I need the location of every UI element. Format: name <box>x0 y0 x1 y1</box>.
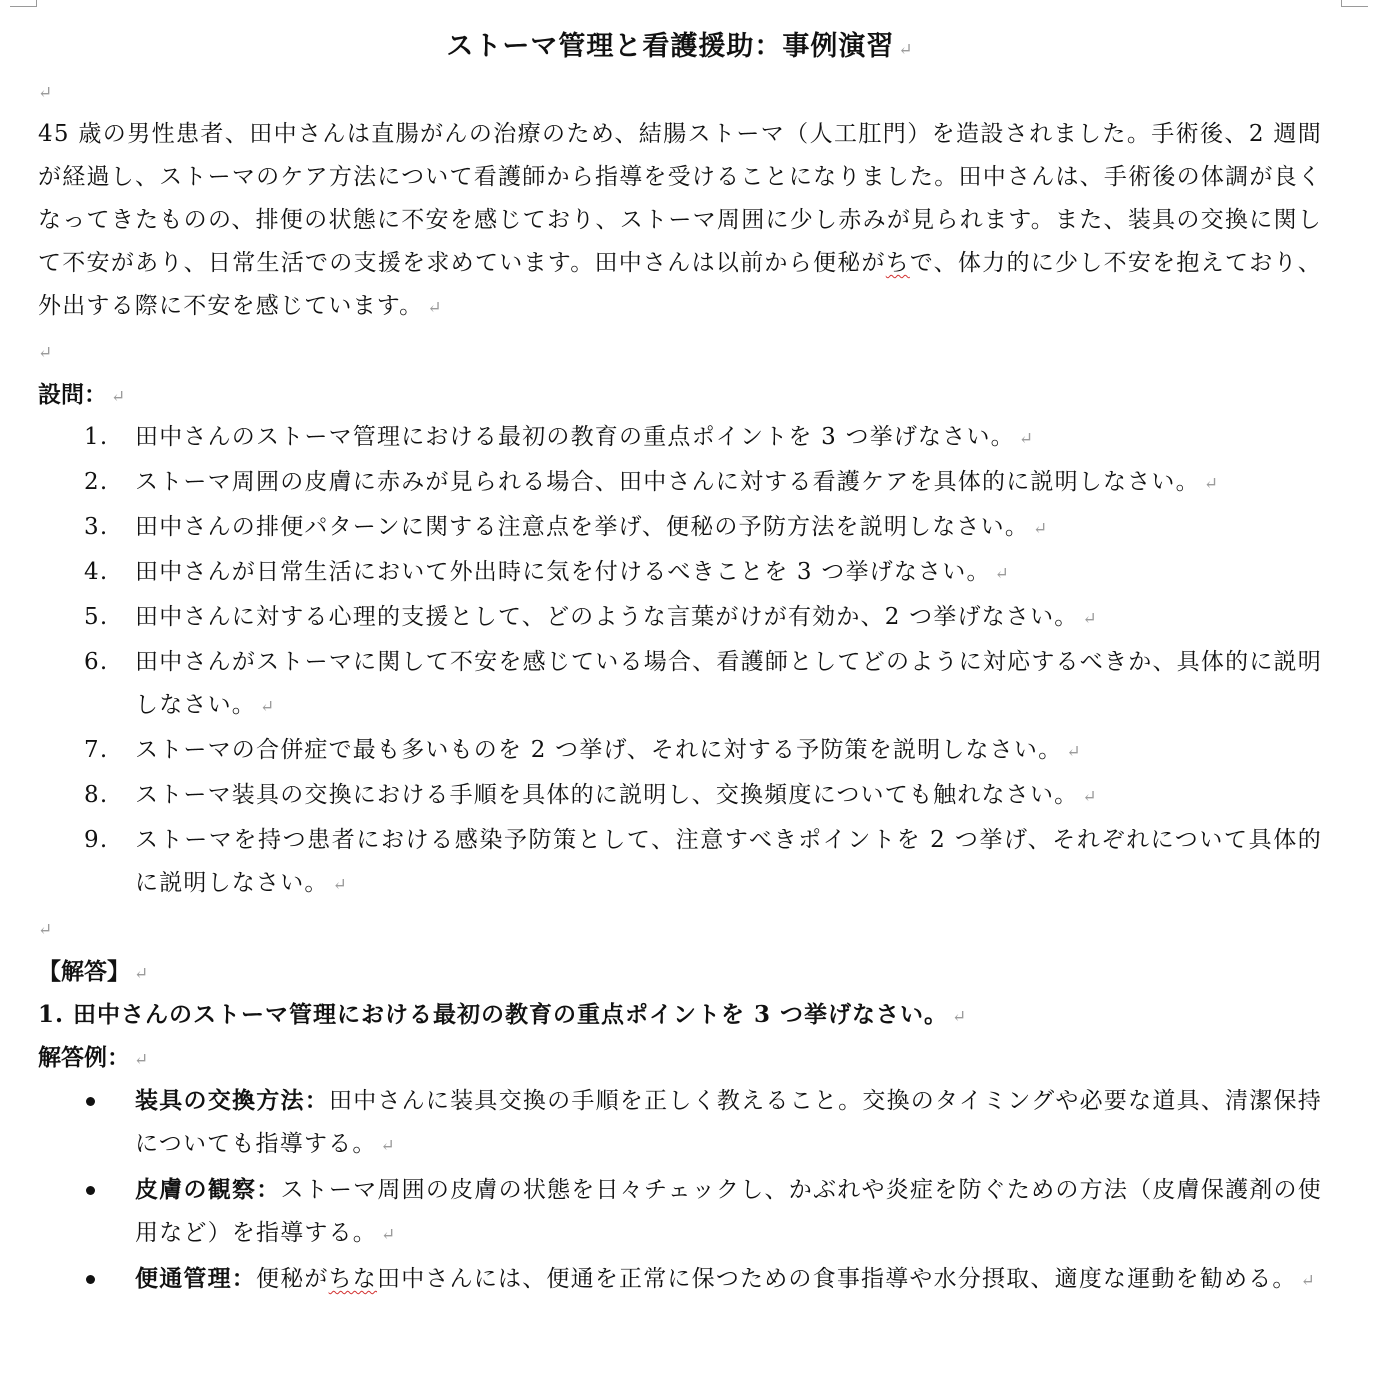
answer-label: 便通管理： <box>135 1265 256 1292</box>
bullet-icon <box>86 1186 95 1195</box>
spellcheck-flagged-text[interactable]: ちな <box>328 1266 378 1292</box>
paragraph-mark-icon: ↵ <box>1300 1271 1317 1291</box>
question-item: 1. 田中さんのストーマ管理における最初の教育の重点ポイントを 3 つ挙げなさい。 ↵ <box>38 416 1322 461</box>
question-item: 7. ストーマの合併症で最も多いものを 2 つ挙げ、それに対する予防策を説明しなさい。 ↵ <box>38 729 1322 774</box>
paragraph-mark-icon: ↵ <box>427 298 443 318</box>
question-item: 6. 田中さんがストーマに関して不安を感じている場合、看護師としてどのように対応するべきか、具体的に説明しなさい。 ↵ <box>38 641 1322 729</box>
question-item: 2. ストーマ周囲の皮膚に赤みが見られる場合、田中さんに対する看護ケアを具体的に説明しなさい。 ↵ <box>38 461 1322 506</box>
questions-list <box>38 416 1322 907</box>
paragraph-mark-icon: ↵ <box>1203 474 1220 494</box>
margin-corner-mark-right <box>1341 0 1368 7</box>
paragraph-mark-icon: ↵ <box>134 1050 149 1070</box>
question-number: 7. <box>84 737 109 763</box>
question-number: 2. <box>84 469 109 495</box>
answer-bullet-item: 便通管理：便秘がちな田中さんには、便通を正常に保つための食事指導や水分摂取、適度な運動を勧める。 ↵ <box>38 1257 1322 1303</box>
paragraph-mark-icon: ↵ <box>38 83 53 103</box>
question-number: 9. <box>84 827 109 853</box>
paragraph-mark-icon: ↵ <box>332 875 349 895</box>
paragraph-mark-icon: ↵ <box>994 564 1011 584</box>
paragraph-mark-icon: ↵ <box>1082 787 1098 807</box>
margin-corner-mark-left <box>10 0 37 7</box>
empty-paragraph <box>38 70 1322 113</box>
paragraph-mark-icon: ↵ <box>38 920 53 940</box>
question-item: 4. 田中さんが日常生活において外出時に気を付けるべきことを 3 つ挙げなさい。 ↵ <box>38 551 1322 596</box>
answer-heading: 【解答】 ↵ <box>38 958 149 985</box>
paragraph-mark-icon: ↵ <box>1082 609 1098 629</box>
answer-question-heading: 1. 田中さんのストーマ管理における最初の教育の重点ポイントを 3 つ挙げなさい。 ↵ <box>38 1001 968 1028</box>
paragraph-mark-icon: ↵ <box>952 1007 968 1027</box>
paragraph-mark-icon: ↵ <box>111 387 126 407</box>
paragraph-mark-icon: ↵ <box>134 964 149 984</box>
question-number: 8. <box>84 782 109 808</box>
answer-bullet-item: 装具の交換方法：田中さんに装具交換の手順を正しく教えること。交換のタイミングや必要な道具、清潔保持についても指導する。 ↵ <box>38 1079 1322 1168</box>
answer-label: 装具の交換方法： <box>135 1087 329 1114</box>
paragraph-mark-icon: ↵ <box>1018 429 1035 449</box>
question-item: 9. ストーマを持つ患者における感染予防策として、注意すべきポイントを 2 つ挙げ、それぞれについて具体的に説明しなさい。 ↵ <box>38 819 1322 907</box>
paragraph-mark-icon: ↵ <box>381 1225 397 1245</box>
question-number: 1. <box>84 424 109 450</box>
bullet-icon <box>86 1275 95 1284</box>
empty-paragraph <box>38 330 1322 373</box>
questions-heading: 設問： ↵ <box>38 381 126 408</box>
question-number: 4. <box>84 559 109 585</box>
spellcheck-flagged-text[interactable]: ち <box>885 250 910 276</box>
bullet-icon <box>86 1097 95 1106</box>
document-body[interactable] <box>38 24 1322 1303</box>
question-item: 8. ストーマ装具の交換における手順を具体的に説明し、交換頻度についても触れなさい。 ↵ <box>38 774 1322 819</box>
case-description: 45 歳の男性患者、田中さんは直腸がんの治療のため、結腸ストーマ（人工肛門）を造設されました。手術後、2 週間が経過し、ストーマのケア方法について看護師から指導を受けることになりました。田中さんは、手術後の体調が良くなってきたものの、排便の状態に不安を感じており、ストーマ周囲に少し赤みが見られます。また、装具の交換に関して不安があり、日常生活での支援を求めています。田中さんは以前から便秘がちで、体力的に少し不安を抱えており、外出する際に不安を感じています。 ↵ <box>38 121 1322 319</box>
paragraph-mark-icon: ↵ <box>380 1136 396 1156</box>
empty-paragraph <box>38 907 1322 950</box>
question-number: 3. <box>84 514 109 540</box>
paragraph-mark-icon: ↵ <box>898 40 914 60</box>
question-number: 6. <box>84 649 109 675</box>
paragraph-mark-icon: ↵ <box>260 697 276 717</box>
example-heading: 解答例： ↵ <box>38 1044 149 1071</box>
answer-label: 皮膚の観察： <box>135 1176 281 1203</box>
paragraph-mark-icon: ↵ <box>38 343 53 363</box>
answer-bullet-item: 皮膚の観察：ストーマ周囲の皮膚の状態を日々チェックし、かぶれや炎症を防ぐための方法（皮膚保護剤の使用など）を指導する。 ↵ <box>38 1168 1322 1257</box>
question-number: 5. <box>84 604 109 630</box>
question-item: 3. 田中さんの排便パターンに関する注意点を挙げ、便秘の予防方法を説明しなさい。 ↵ <box>38 506 1322 551</box>
question-item: 5. 田中さんに対する心理的支援として、どのような言葉がけが有効か、2 つ挙げなさい。 ↵ <box>38 596 1322 641</box>
document-title: ストーマ管理と看護援助：事例演習 ↵ <box>446 31 914 62</box>
paragraph-mark-icon: ↵ <box>1033 519 1049 539</box>
paragraph-mark-icon: ↵ <box>1066 742 1082 762</box>
